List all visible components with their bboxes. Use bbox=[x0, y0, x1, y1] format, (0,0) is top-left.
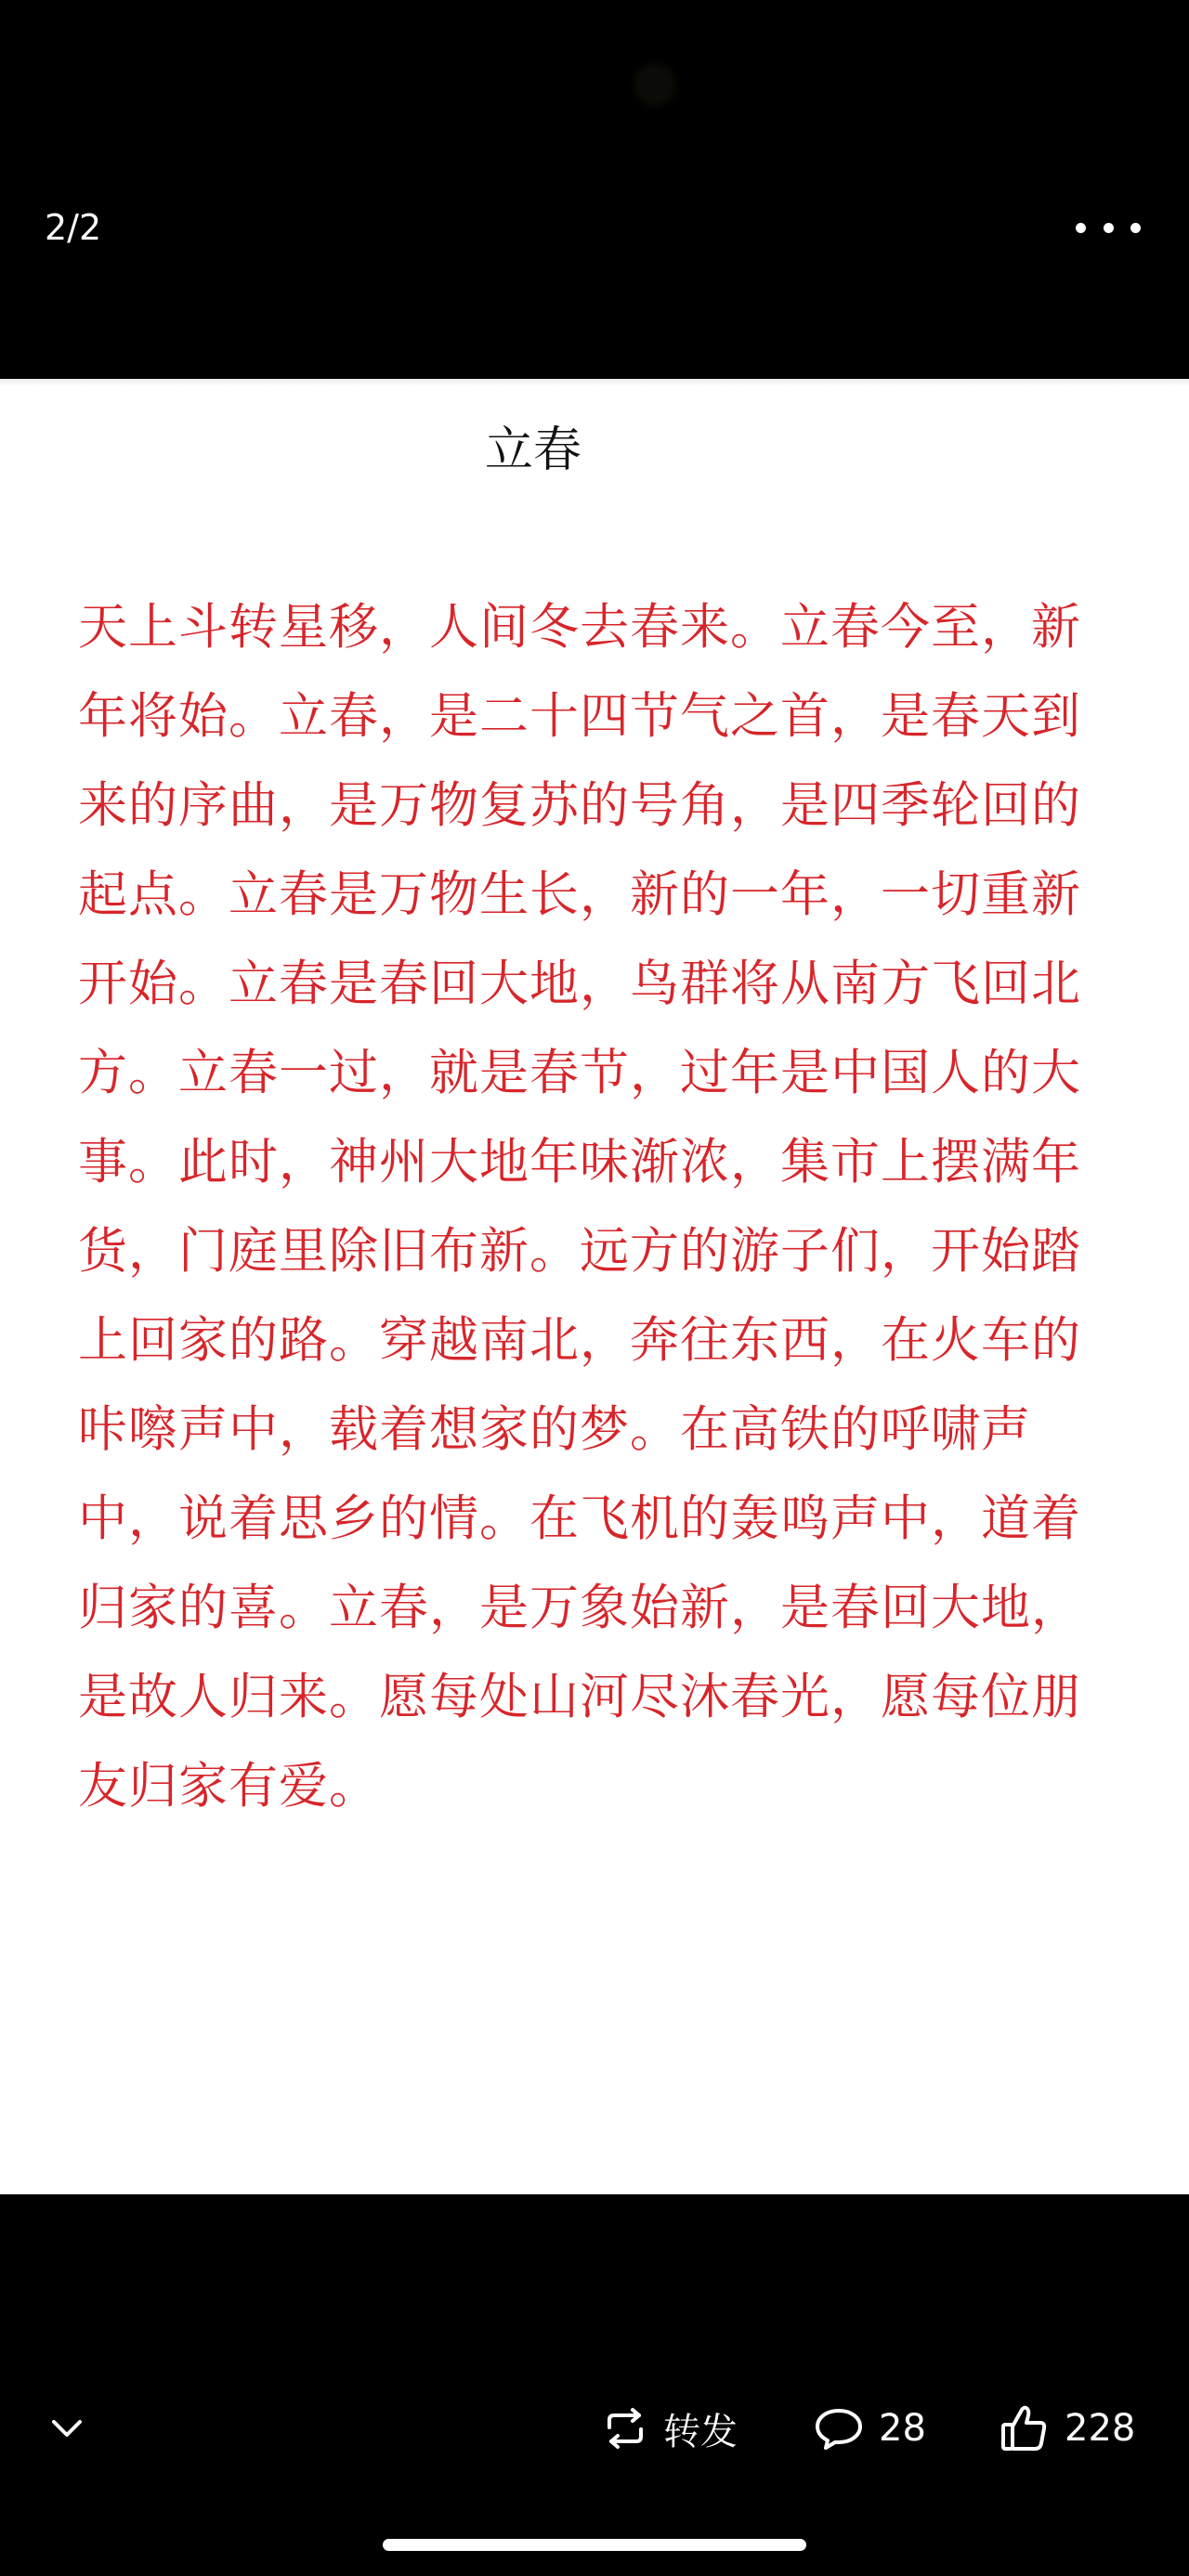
like-count: 228 bbox=[1065, 2407, 1136, 2450]
home-indicator[interactable] bbox=[383, 2539, 806, 2551]
page-counter: 2/2 bbox=[45, 207, 102, 248]
thumbs-up-icon bbox=[1000, 2404, 1050, 2452]
comment-count: 28 bbox=[879, 2407, 926, 2450]
camera-dot bbox=[639, 69, 671, 100]
top-bar bbox=[0, 0, 1189, 379]
more-options-button[interactable] bbox=[1076, 204, 1141, 251]
repost-icon bbox=[602, 2407, 648, 2450]
bottom-bar bbox=[0, 2194, 1189, 2576]
like-button[interactable] bbox=[1000, 2399, 1135, 2458]
comment-icon bbox=[814, 2406, 864, 2451]
comment-button[interactable] bbox=[814, 2399, 926, 2458]
document-body: 天上斗转星移，人间冬去春来。立春今至，新年将始。立春，是二十四节气之首，是春天到来的序曲，是万物复苏的号角，是四季轮回的起点。立春是万物生长，新的一年，一切重新开始。立春是春回大地，鸟群将从南方飞回北方。立春一过，就是春节，过年是中国人的大事。此时，神州大地年味渐浓，集市上摆满年货，门庭里除旧布新。远方的游子们，开始踏上回家的路。穿越南北，奔往东西，在火车的咔嚓声中，载着想家的梦。在高铁的呼啸声中，说着思乡的情。在飞机的轰鸣声中，道着归家的喜。立春，是万象始新，是春回大地，是故人归来。愿每处山河尽沐春光，愿每位朋友归家有爱。 bbox=[78, 599, 1081, 1815]
repost-button[interactable] bbox=[602, 2399, 738, 2458]
more-horizontal-icon bbox=[1076, 223, 1086, 233]
document-title: 立春 bbox=[484, 423, 581, 478]
image-content bbox=[0, 379, 1189, 2194]
repost-label: 转发 bbox=[663, 2410, 738, 2453]
chevron-down-icon bbox=[46, 2408, 87, 2449]
collapse-button[interactable] bbox=[46, 2408, 87, 2449]
more-horizontal-icon-dot bbox=[1104, 223, 1114, 233]
more-horizontal-icon-dot bbox=[1130, 223, 1141, 233]
